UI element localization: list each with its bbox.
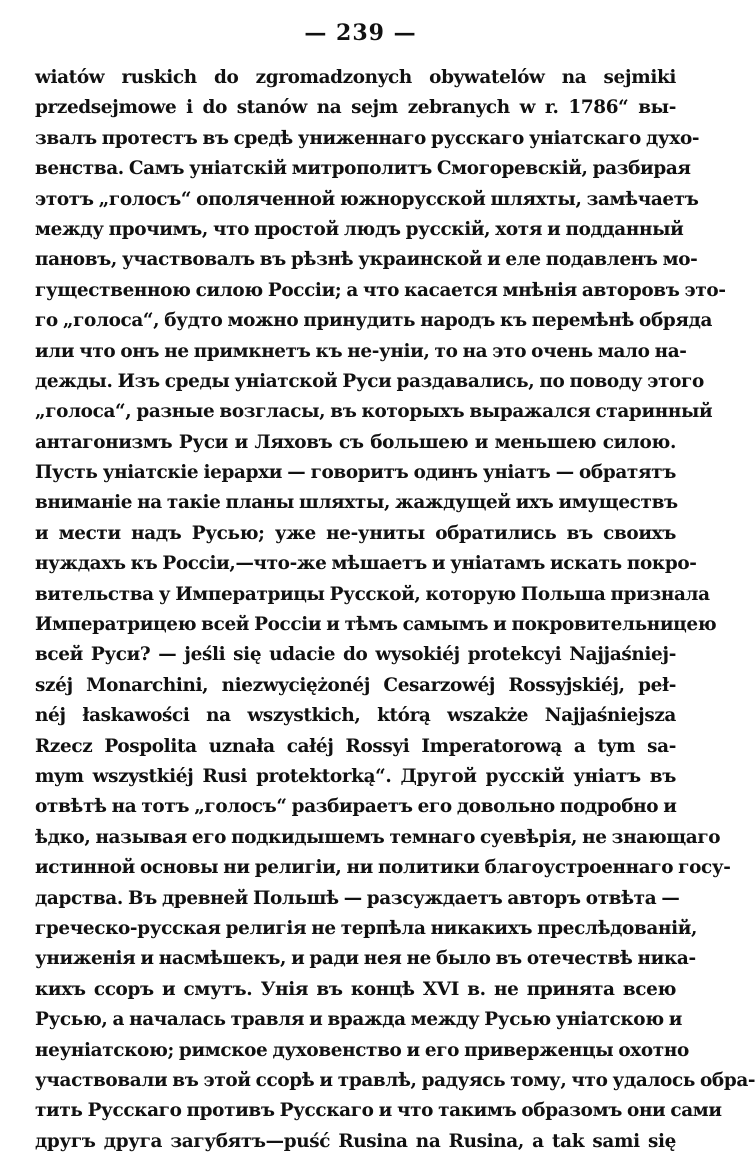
text-line: néj łaskawości na wszystkich, którą wszakże Najjaśniejsza [35, 705, 676, 727]
text-line: антагонизмъ Руси и Ляховъ съ большею и меньшею силою. [35, 431, 676, 453]
text-line: венства. Самъ уніатскій митрополитъ Смогоревскій, разбирая [35, 158, 691, 180]
text-line: униженія и насмѣшекъ, и ради нея не было въ отечествѣ ника- [35, 948, 696, 970]
page-number-header: — 239 — [304, 20, 417, 46]
text-line: греческо-русская религія не терпѣла никакихъ преслѣдованій, [35, 917, 698, 939]
text-line: Императрицею всей Россіи и тѣмъ самымъ и покровительницею [35, 614, 717, 636]
text-line: вительства у Императрицы Русской, которую Польша признала [35, 583, 710, 605]
text-line: другъ друга загубятъ—puść Rusina na Rusina, a tak sami się [35, 1130, 676, 1152]
text-line: или что онъ не примкнетъ къ не-уніи, то на это очень мало на- [35, 340, 687, 362]
text-line: кихъ ссоръ и смутъ. Унія въ концѣ XVI в. не принята всею [35, 978, 676, 1000]
text-line: го „голоса“, будто можно принудить народъ къ перемѣнѣ обряда [35, 310, 713, 332]
text-line: гущественною силою Россіи; а что касается мнѣнія авторовъ это- [35, 279, 726, 301]
text-line: неуніатскою; римское духовенство и его приверженцы охотно [35, 1039, 689, 1061]
text-line: Пусть уніатскіе іерархи — говоритъ одинъ уніатъ — обратятъ [35, 462, 676, 484]
text-line: нуждахъ къ Россіи,—что-же мѣшаетъ и уніатамъ искать покро- [35, 553, 697, 575]
text-line: участвовали въ этой ссорѣ и травлѣ, радуясь тому, что удалось обра- [35, 1069, 755, 1091]
text-line: этотъ „голосъ“ ополяченной южнорусской шляхты, замѣчаетъ [35, 188, 699, 210]
text-line: звалъ протестъ въ средѣ униженнаго русскаго уніатскаго духо- [35, 127, 700, 149]
text-line: дарства. Въ древней Польшѣ — разсуждаетъ авторъ отвѣта — [35, 887, 680, 909]
text-line: széj Monarchini, niezwyciężonéj Cesarzowéj Rossyjskiéj, peł- [35, 674, 676, 696]
text-line: тить Русскаго противъ Русскаго и что такимъ образомъ они сами [35, 1100, 722, 1122]
text-line: Rzecz Pospolita uznała całéj Rossyi Imperatorową a tym sa- [35, 735, 676, 757]
text-line: wiatów ruskich do zgromadzonych obywatelów na sejmiki [35, 67, 676, 88]
text-line: mym wszystkiéj Rusi protektorką“. Другой русскій уніатъ въ [35, 765, 676, 787]
text-line: przedsejmowe i do stanów na sejm zebranych w r. 1786“ вы- [35, 97, 676, 119]
text-line: и мести надъ Русью; уже не-униты обратились въ своихъ [35, 522, 676, 544]
page-body [35, 63, 755, 1157]
text-line: Русью, а началась травля и вражда между Русью уніатскою и [35, 1009, 683, 1031]
text-line: „голоса“, разные возгласы, въ которыхъ выражался старинный [35, 401, 713, 423]
text-line: вниманіе на такіе планы шляхты, жаждущей ихъ имуществъ [35, 492, 678, 514]
text-line: отвѣтѣ на тотъ „голосъ“ разбираетъ его довольно подробно и [35, 796, 677, 818]
text-line: пановъ, участвовалъ въ рѣзнѣ украинской и еле подавленъ мо- [35, 249, 698, 271]
text-line: ѣдко, называя его подкидышемъ темнаго суевѣрія, не знающаго [35, 826, 721, 848]
text-line: дежды. Изъ среды уніатской Руси раздавались, по поводу этого [35, 370, 704, 392]
text-line: между прочимъ, что простой людъ русскій, хотя и подданный [35, 218, 684, 240]
text-line: всей Руси? — jeśli się udacie do wysokiéj protekcyi Najjaśniej- [35, 644, 676, 666]
text-line: истинной основы ни религіи, ни политики благоустроеннаго госу- [35, 857, 731, 879]
